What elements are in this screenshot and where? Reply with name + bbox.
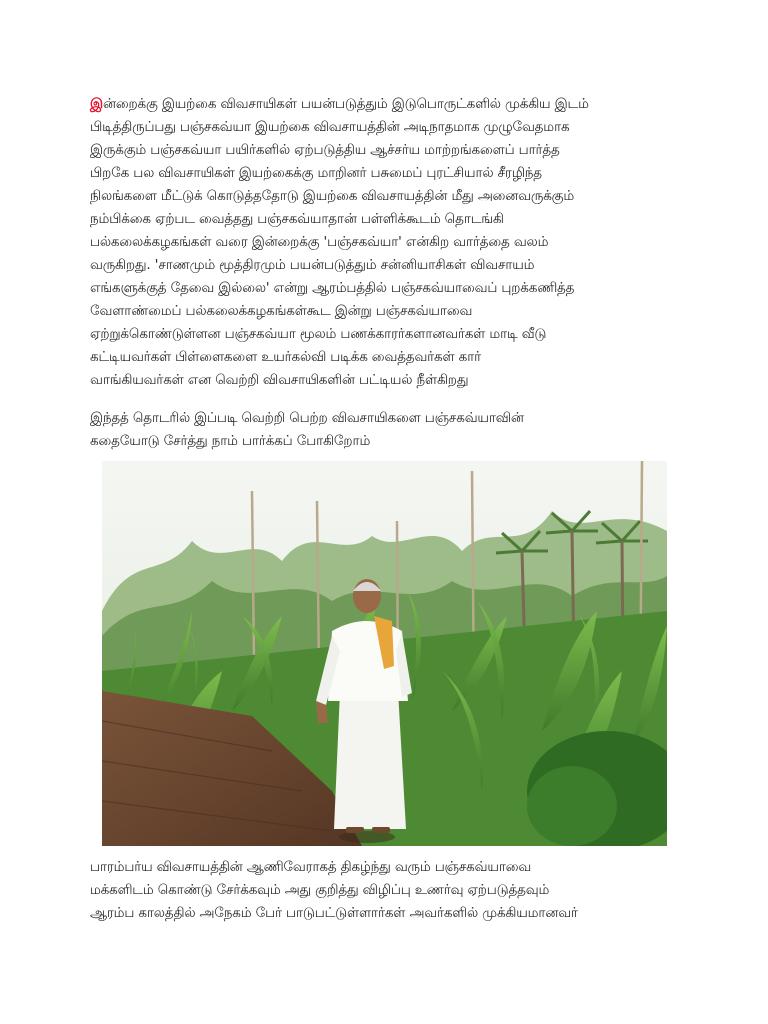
text-line: பிடித்திருப்பது பஞ்சகவ்யா இயற்கை விவசாயத்தின் அடிநாதமாக முழுவேதமாக — [90, 120, 570, 135]
text-line: வேளாண்மைப் பல்கலைக்கழகங்கள்கூட இன்று பஞ்சகவ்யாவை — [90, 304, 473, 319]
text-line: வாங்கியவர்கள் என வெற்றி விவசாயிகளின் பட்டியல் நீள்கிறது — [90, 373, 469, 388]
text-line: கட்டியவர்கள் பிள்ளைகளை உயர்கல்வி படிக்க வைத்தவர்கள் கார் — [90, 350, 482, 365]
text-line: ஏற்றுக்கொண்டுள்ளன பஞ்சகவ்யா மூலம் பணக்காரர்களானவர்கள் மாடி வீடு — [90, 327, 547, 342]
text-line: மக்களிடம் கொண்டு சேர்க்கவும் அது குறித்து விழிப்பு உணர்வு ஏற்படுத்தவும் — [90, 883, 550, 898]
text-line — [90, 93, 690, 116]
farm-illustration — [102, 461, 667, 846]
text-line: பிறகே பல விவசாயிகள் இயற்கைக்கு மாறினர் பசுமைப் புரட்சியால் சீரழிந்த — [90, 166, 542, 181]
text-line: பல்கலைக்கழகங்கள் வரை இன்றைக்கு 'பஞ்சகவ்யா' என்கிற வார்த்தை வலம் — [90, 235, 549, 250]
text-line: இருக்கும் பஞ்சகவ்யா பயிர்களில் ஏற்படுத்திய ஆச்சர்ய மாற்றங்களைப் பார்த்த — [90, 143, 560, 158]
text-line: நம்பிக்கை ஏற்பட வைத்தது பஞ்சகவ்யாதான் பள்ளிக்கூடம் தொடங்கி — [90, 212, 504, 227]
text-line: இந்தத் தொடரில் இப்படி வெற்றி பெற்ற விவசாயிகளை பஞ்சகவ்யாவின் — [90, 411, 524, 426]
paragraph-intro — [90, 93, 690, 392]
text-line-rest: ன்றைக்கு இயற்கை விவசாயிகள் பயன்படுத்தும் இடுபொருட்களில் முக்கிய இடம் — [102, 97, 589, 112]
text-line: நிலங்களை மீட்டுக் கொடுத்ததோடு இயற்கை விவசாயத்தின் மீது அனைவருக்கும் — [90, 189, 575, 204]
text-line: எங்களுக்குத் தேவை இல்லை' என்று ஆரம்பத்தில் பஞ்சகவ்யாவைப் புறக்கணித்த — [90, 281, 575, 296]
text-line: பாரம்பர்ய விவசாயத்தின் ஆணிவேராகத் திகழ்ந்து வரும் பஞ்சகவ்யாவை — [90, 860, 532, 875]
farmer-photo — [102, 461, 667, 846]
drop-cap: இ — [90, 97, 103, 112]
text-line: கதையோடு சேர்த்து நாம் பார்க்கப் போகிறோம் — [90, 434, 371, 449]
text-line: வருகிறது. 'சாணமும் மூத்திரமும் பயன்படுத்தும் சன்னியாசிகள் விவசாயம் — [90, 258, 535, 273]
text-line: ஆரம்ப காலத்தில் அநேகம் பேர் பாடுபட்டுள்ளார்கள் அவர்களில் முக்கியமானவர் — [90, 906, 578, 921]
paragraph-pioneers — [90, 856, 690, 925]
paragraph-series-intro — [90, 407, 690, 453]
